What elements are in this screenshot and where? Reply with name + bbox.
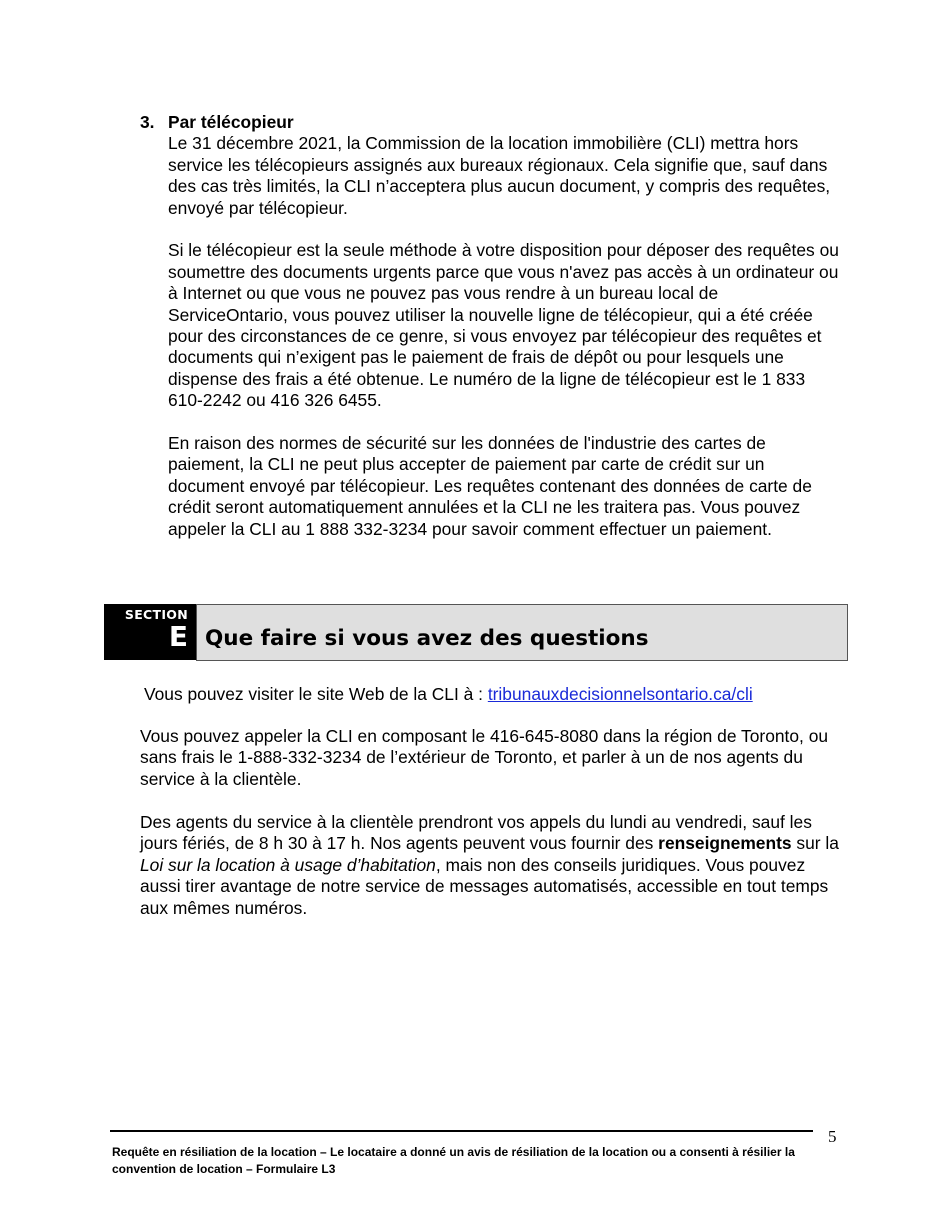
- agents-text-3: , mais non des conseils juridiques. Vous pouvez aussi tirer avantage de notre service de messages automatisés, accessible en tout temps aux mêmes numéros.: [140, 854, 829, 918]
- footer-text: Requête en résiliation de la location – Le locataire a donné un avis de résiliation de la location ou a consenti à résilier la convention de location – Formulaire L3: [112, 1145, 795, 1176]
- fax-item-heading: [140, 112, 840, 133]
- fax-paragraph-2: Si le télécopieur est la seule méthode à votre disposition pour déposer des requêtes ou soumettre des documents urgents parce que vous n'avez pas accès à un ordinateur ou à Internet ou que vous ne pouvez pas vous rendre à un bureau local de ServiceOntario, vous pouvez utiliser la nouvelle ligne de télécopieur, qui a été créée pour des circonstances de ce genre, si vous envoyez par télécopieur des requêtes et documents qui n’exigent pas le paiement de frais de dépôt ou pour lesquels une dispense des frais a été obtenue. Le numéro de la ligne de télécopieur est le 1 833 610-2242 ou 416 326 6455.: [168, 240, 839, 411]
- agents-paragraph: [140, 812, 840, 919]
- section-e-header: [104, 604, 848, 661]
- website-link[interactable]: tribunauxdecisionnelsontario.ca/cli: [487, 684, 753, 704]
- fax-paragraph-1: Le 31 décembre 2021, la Commission de la location immobilière (CLI) mettra hors service les télécopieurs assignés aux bureaux régionaux. Cela signifie que, sauf dans des cas très limités, la CLI n’acceptera plus aucun document, y compris des requêtes, envoyé par télécopieur.: [168, 133, 831, 218]
- footer-rule: [110, 1130, 813, 1132]
- section-letter: E: [168, 620, 188, 653]
- item-number: 3.: [140, 112, 155, 132]
- phone-paragraph: Vous pouvez appeler la CLI en composant le 416-645-8080 dans la région de Toronto, ou sans frais le 1-888-332-3234 de l’extérieur de Toronto, et parler à un de nos agents du service à la clientèle.: [140, 726, 829, 789]
- page-number: 5: [828, 1127, 837, 1146]
- section-title: Que faire si vous avez des questions: [205, 626, 649, 651]
- law-title: Loi sur la location à usage d’habitation: [140, 854, 436, 875]
- website-prefix: Vous pouvez visiter le site Web de la CLI à :: [144, 684, 488, 704]
- item-heading: Par télécopieur: [168, 112, 294, 132]
- website-paragraph: [144, 684, 844, 705]
- fax-paragraph-3: En raison des normes de sécurité sur les données de l'industrie des cartes de paiement, la CLI ne peut plus accepter de paiement par carte de crédit sur un document envoyé par télécopieur. Les requêtes contenant des données de carte de crédit seront automatiquement annulées et la CLI ne les traitera pas. Vous pouvez appeler la CLI au 1 888 332-3234 pour savoir comment effectuer un paiement.: [168, 433, 812, 539]
- fax-item: [140, 112, 840, 540]
- agents-text-2: sur la: [791, 833, 839, 854]
- section-title-box: [196, 604, 848, 661]
- section-word: SECTION: [124, 607, 188, 622]
- section-label-box: [104, 604, 196, 660]
- agents-text-1: Des agents du service à la clientèle prendront vos appels du lundi au vendredi, sauf les jours fériés, de 8 h 30 à 17 h. Nos agents peuvent vous fournir des: [140, 812, 812, 854]
- fax-item-body: [168, 133, 840, 540]
- agents-bold-text: renseignements: [658, 833, 792, 854]
